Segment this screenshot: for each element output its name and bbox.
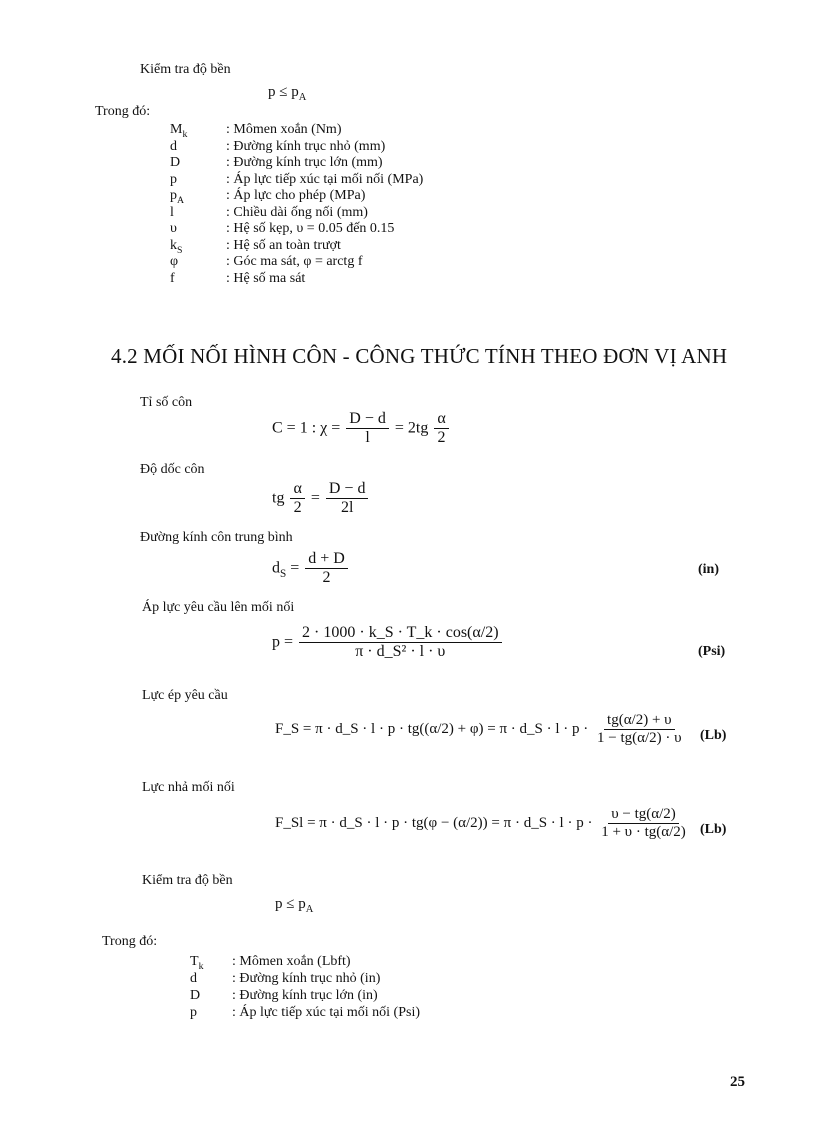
page-number: 25 [730, 1074, 745, 1090]
legend-item: φ : Góc ma sát, φ = arctg f [170, 254, 363, 269]
taper-ratio-formula: C = 1 : χ = $\frac{D - d}{l}$ = 2tg $\frac{\alpha}{2}$ [272, 410, 451, 448]
legend-item: d : Đường kính trục nhỏ (mm) [170, 138, 386, 154]
mean-diameter-unit: (in) [698, 562, 719, 577]
slope-label: Độ dốc côn [140, 462, 205, 477]
slope-formula: tg $\frac{\alpha}{2}$ = $\frac{D - d}{2l}$ [272, 480, 370, 518]
legend-item: $p_A$ : Áp lực cho phép (MPa) [170, 188, 366, 206]
legend-item: l : Chiều dài ống nối (mm) [170, 204, 368, 220]
legend-item: p : Áp lực tiếp xúc tại mối nối (Psi) [190, 1005, 421, 1020]
legend-item: $M_k$ : Mômen xoắn (Nm) [170, 122, 342, 140]
release-force-unit: (Lb) [700, 822, 727, 837]
legend-item: D : Đường kính trục lớn (mm) [170, 155, 383, 170]
legend-item: f : Hệ số ma sát [170, 270, 306, 286]
pressure-unit: (Psi) [698, 644, 726, 659]
legend-item: $T_k$ : Mômen xoắn (Lbft) [190, 954, 351, 972]
release-force-formula: F_Sl = π · d_S · l · p · tg(φ − (α/2)) = π · d_S · l · p · $\frac{\upsilon - tg(\alpha/2)}{1 + \upsilon \cdot tg(\alpha/2)}$ [275, 806, 686, 841]
press-force-unit: (Lb) [700, 728, 727, 743]
press-force-formula: F_S = π · d_S · l · p · tg((α/2) + φ) = π · d_S · l · p · $\frac{tg(\alpha/2) + \upsilon}{1 - tg(\alpha/2) \cdot \upsilon}$ [275, 712, 682, 747]
mean-diameter-label: Đường kính côn trung bình [140, 530, 293, 545]
legend-item: $k_S$ : Hệ số an toàn trượt [170, 237, 341, 256]
pressure-formula: p = $\frac{2 \cdot 1000 \cdot k\_S \cdot T\_k \cdot \cos(\alpha/2)}{\text{π · d\_S² · l · υ}}$ [272, 624, 504, 662]
legend-list-2 [190, 954, 610, 1022]
release-force-label: Lực nhả mối nối [142, 780, 235, 795]
press-force-label: Lực ép yêu cầu [142, 688, 228, 703]
check-strength-formula-2: $p \le p_A$ [275, 896, 314, 915]
check-strength-label: Kiểm tra độ bền [140, 62, 231, 77]
mean-diameter-formula: $d_S$ = $\frac{d + D}{2}$ [272, 550, 350, 588]
taper-ratio-label: Tỉ số côn [140, 395, 193, 410]
check-strength-label-2: Kiểm tra độ bền [142, 873, 233, 888]
where-label: Trong đó: [95, 104, 151, 119]
section-heading: 4.2 MỐI NỐI HÌNH CÔN - CÔNG THỨC TÍNH THEO ĐƠN VỊ ANH [111, 344, 728, 368]
check-strength-formula: $p \le p_A$ [268, 84, 307, 103]
legend-item: p : Áp lực tiếp xúc tại mối nối (MPa) [170, 171, 424, 187]
legend-item: υ : Hệ số kẹp, υ = 0.05 đến 0.15 [170, 221, 395, 236]
legend-list [170, 122, 590, 287]
pressure-label: Áp lực yêu cầu lên mối nối [142, 600, 295, 615]
legend-item: d : Đường kính trục nhỏ (in) [190, 971, 381, 986]
where-label-2: Trong đó: [102, 934, 158, 949]
legend-item: D : Đường kính trục lớn (in) [190, 988, 378, 1003]
